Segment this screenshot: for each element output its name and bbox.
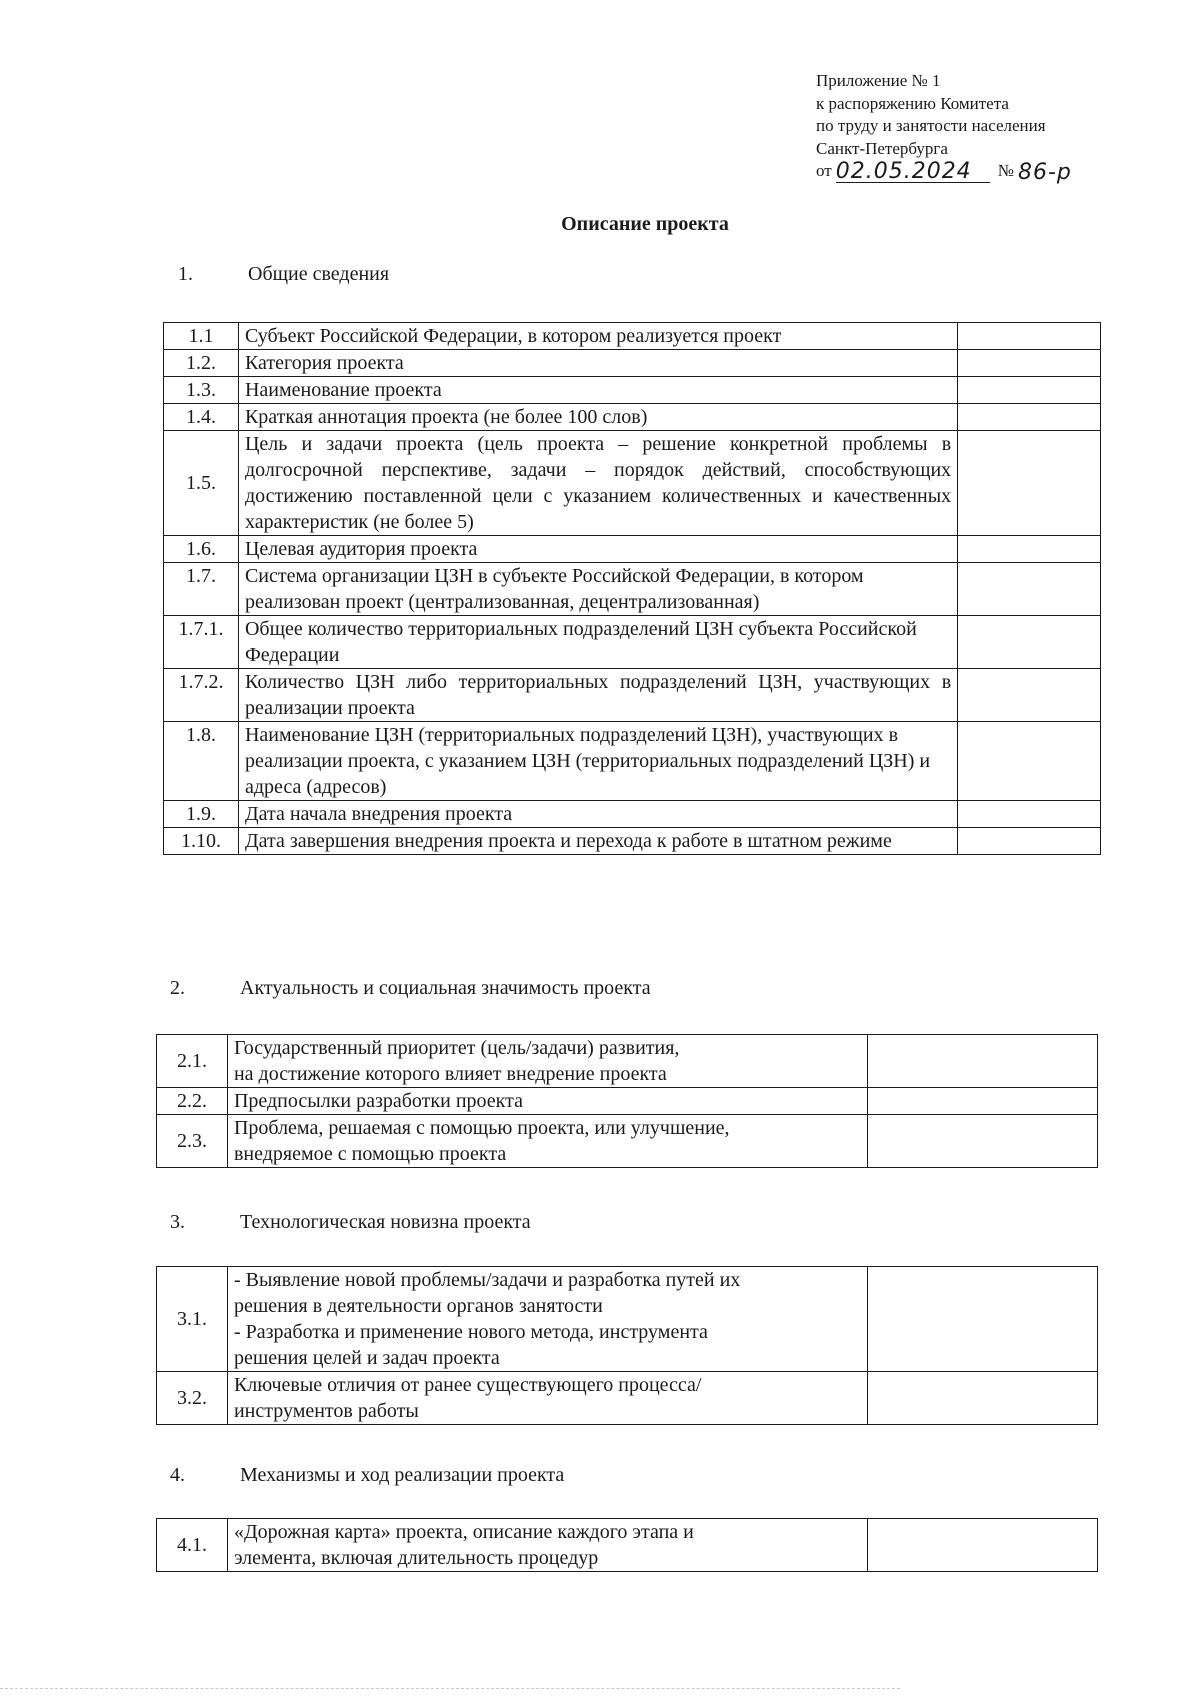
implementation-table [156,1518,1098,1572]
table-row [164,669,1101,722]
section-title: Механизмы и ход реализации проекта [240,1464,565,1486]
text-line: решения целей и задач проекта [233,1347,500,1369]
row-number: 4.1. [157,1519,228,1572]
row-number: 2.3. [157,1115,228,1168]
table-row [164,431,1101,536]
table-row [157,1267,1098,1372]
value-cell[interactable] [958,801,1101,828]
header-line: Санкт-Петербурга [816,138,948,158]
scan-edge-artifact [0,1688,900,1690]
value-cell[interactable] [958,828,1101,855]
section-title: Актуальность и социальная значимость проекта [240,977,651,999]
date-number-line [816,160,1098,183]
text-line: решения в деятельности органов занятости [233,1295,603,1317]
text-line: Проблема, решаемая с помощью проекта, или улучшение, [233,1117,730,1139]
row-description: Общее количество территориальных подразделений ЦЗН субъекта Российской Федерации [238,616,957,669]
text-line: «Дорожная карта» проекта, описание каждого этапа и [233,1521,694,1543]
section-title: Технологическая новизна проекта [240,1211,531,1233]
table-row [164,616,1101,669]
header-line: к распоряжению Комитета [816,93,1009,113]
row-description: Категория проекта [238,350,957,377]
row-number: 3.1. [157,1267,228,1372]
table-row [157,1372,1098,1425]
relevance-table [156,1034,1098,1168]
value-cell[interactable] [868,1372,1098,1425]
section-number: 3. [170,1211,185,1233]
table-row [164,801,1101,828]
row-number: 1.1 [164,323,239,350]
text-line: - Выявление новой проблемы/задачи и разработка путей их [233,1269,741,1291]
section-number: 2. [170,977,185,999]
table-row [157,1519,1098,1572]
general-info-table [163,322,1101,855]
row-number: 2.1. [157,1035,228,1088]
value-cell[interactable] [958,377,1101,404]
novelty-table [156,1266,1098,1425]
text-line: Предпосылки разработки проекта [233,1090,523,1112]
row-description: Наименование проекта [238,377,957,404]
date-prefix: от [816,161,832,180]
value-cell[interactable] [958,350,1101,377]
text-line: инструментов работы [233,1400,419,1422]
row-number: 1.8. [164,722,239,801]
row-description: Целевая аудитория проекта [238,536,957,563]
row-number: 1.5. [164,431,239,536]
table-row [157,1088,1098,1115]
table-row [157,1035,1098,1088]
text-line: на достижение которого влияет внедрение проекта [233,1063,667,1085]
text-line: внедряемое с помощью проекта [233,1143,507,1165]
row-description [227,1372,867,1425]
row-number: 1.10. [164,828,239,855]
value-cell[interactable] [958,431,1101,536]
value-cell[interactable] [868,1115,1098,1168]
row-description: Краткая аннотация проекта (не более 100 слов) [238,404,957,431]
table-row [164,404,1101,431]
row-number: 2.2. [157,1088,228,1115]
table-row [164,377,1101,404]
value-cell[interactable] [958,536,1101,563]
row-description [227,1088,867,1115]
table-row [164,722,1101,801]
row-description: Дата завершения внедрения проекта и перехода к работе в штатном режиме [238,828,957,855]
row-description [227,1267,867,1372]
document-title: Описание проекта [561,213,729,235]
value-cell[interactable] [868,1035,1098,1088]
row-number: 1.2. [164,350,239,377]
number-prefix: № [997,161,1014,180]
row-description: Дата начала внедрения проекта [238,801,957,828]
handwritten-date: 02.05.2024 [836,162,990,183]
section-title: Общие сведения [248,263,390,285]
approval-header [816,70,1098,183]
row-description: Субъект Российской Федерации, в котором реализуется проект [238,323,957,350]
value-cell[interactable] [868,1267,1098,1372]
row-description [227,1115,867,1168]
row-description: Количество ЦЗН либо территориальных подразделений ЦЗН, участвующих в реализации проекта [238,669,957,722]
row-description [227,1035,867,1088]
value-cell[interactable] [958,669,1101,722]
table-row [164,323,1101,350]
row-number: 1.9. [164,801,239,828]
table-row [164,536,1101,563]
row-number: 1.7. [164,563,239,616]
section-number: 4. [170,1464,185,1486]
section-heading [170,1211,531,1234]
text-line: Ключевые отличия от ранее существующего процесса/ [233,1374,702,1396]
row-number: 1.7.2. [164,669,239,722]
value-cell[interactable] [868,1088,1098,1115]
value-cell[interactable] [958,404,1101,431]
header-line: Приложение № 1 [816,71,941,90]
handwritten-number: 86-р [1017,159,1072,185]
row-number: 1.6. [164,536,239,563]
text-line: - Разработка и применение нового метода, инструмента [233,1321,708,1343]
text-line: элемента, включая длительность процедур [233,1547,599,1569]
header-line: по труду и занятости населения [816,116,1046,135]
row-number: 1.4. [164,404,239,431]
section-number: 1. [178,263,193,285]
section-heading [170,1464,564,1487]
value-cell[interactable] [958,722,1101,801]
value-cell[interactable] [958,616,1101,669]
row-number: 1.7.1. [164,616,239,669]
table-row [164,350,1101,377]
row-description [227,1519,867,1572]
row-description: Наименование ЦЗН (территориальных подразделений ЦЗН), участвующих в реализации проекта, с указанием ЦЗН (территориальных подразделений ЦЗН) и адреса (адресов) [238,722,957,801]
table-row [157,1115,1098,1168]
value-cell[interactable] [868,1519,1098,1572]
value-cell[interactable] [958,563,1101,616]
section-heading [170,977,651,1000]
table-row [164,828,1101,855]
row-number: 3.2. [157,1372,228,1425]
table-row [164,563,1101,616]
text-line: Государственный приоритет (цель/задачи) развития, [233,1037,680,1059]
row-number: 1.3. [164,377,239,404]
row-description: Цель и задачи проекта (цель проекта – решение конкретной проблемы в долгосрочной перспективе, задачи – порядок действий, способствующих достижению поставленной цели с указанием количественных и качественных характеристик (не более 5) [238,431,957,536]
section-heading [178,263,389,286]
value-cell[interactable] [958,323,1101,350]
row-description: Система организации ЦЗН в субъекте Российской Федерации, в котором реализован проект (централизованная, децентрализованная) [238,563,957,616]
